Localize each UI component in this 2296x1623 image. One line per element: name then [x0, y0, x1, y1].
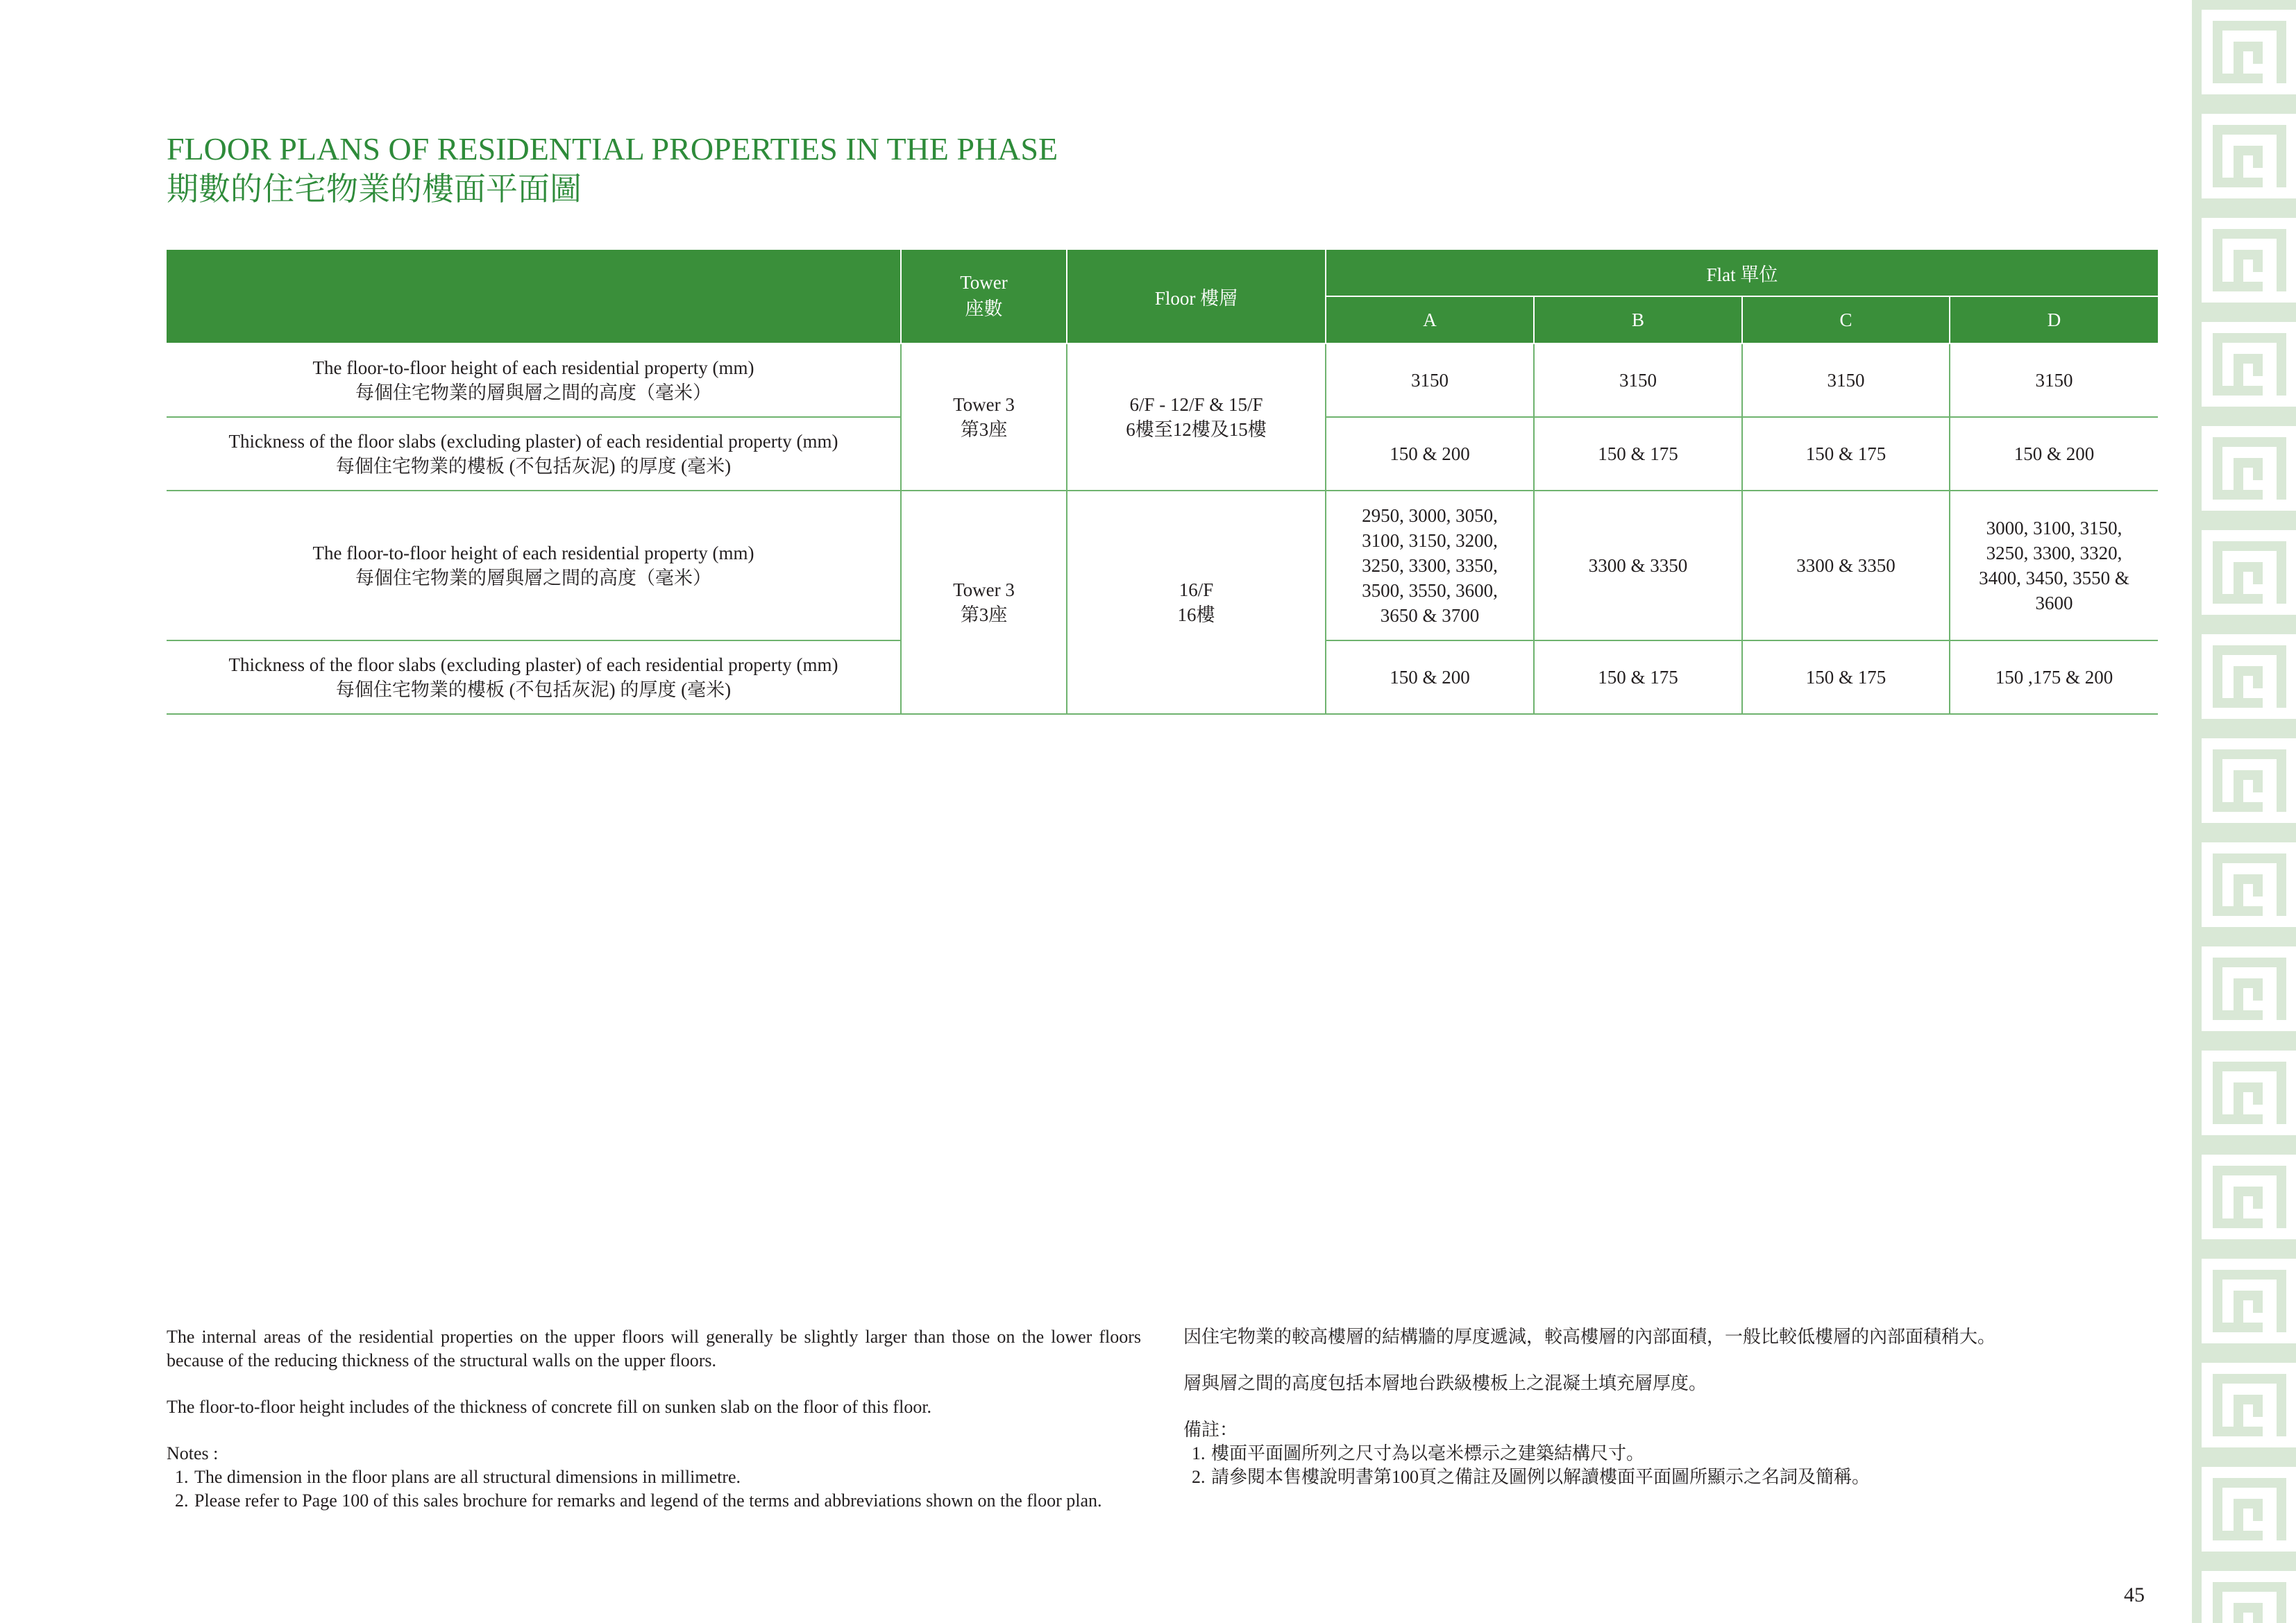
row-label-slab: Thickness of the floor slabs (excluding plaster) of each residential property (mm) 每個住宅物業的樓板 (不包括灰泥) 的厚度 (毫米) — [167, 640, 901, 714]
header-flat-a: A — [1326, 296, 1534, 343]
list-item: 2. Please refer to Page 100 of this sales brochure for remarks and legend of the terms and abbreviations shown on the floor plan. — [193, 1489, 1141, 1513]
page-number: 45 — [2124, 1583, 2145, 1606]
height-cell-d: 3000, 3100, 3150, 3250, 3300, 3320, 3400, 3450, 3550 & 3600 — [1950, 491, 2158, 640]
slab-cell-c: 150 & 175 — [1742, 417, 1950, 491]
note-paragraph: 層與層之間的高度包括本層地台跌級樓板上之混凝土填充層厚度。 — [1183, 1373, 1707, 1393]
greek-key-border-decoration — [2192, 0, 2296, 1623]
list-item: 1. The dimension in the floor plans are all structural dimensions in millimetre. — [193, 1465, 1141, 1489]
notes-heading: 備註： — [1183, 1420, 1238, 1440]
header-flat: Flat 單位 — [1326, 249, 2158, 296]
floor-cell: 16/F 16樓 — [1067, 491, 1326, 714]
header-flat-d: D — [1950, 296, 2158, 343]
note-paragraph: The floor-to-floor height includes of the thickness of concrete fill on sunken slab on the floor of this floor. — [167, 1397, 932, 1417]
notes-chinese — [1183, 1325, 2155, 1489]
row-label-height: The floor-to-floor height of each residential property (mm) 每個住宅物業的層與層之間的高度（毫米） — [167, 343, 901, 417]
height-cell-b: 3300 & 3350 — [1534, 491, 1742, 640]
page-title — [167, 129, 1058, 210]
list-item: 1. 樓面平面圖所列之尺寸為以毫米標示之建築結構尺寸。 — [1210, 1442, 2155, 1465]
floor-cell: 6/F - 12/F & 15/F 6樓至12樓及15樓 — [1067, 343, 1326, 491]
height-cell-a: 3150 — [1326, 343, 1534, 417]
floor-height-table — [167, 248, 2158, 715]
note-paragraph: 因住宅物業的較高樓層的結構牆的厚度遞減，較高樓層的內部面積，一般比較低樓層的內部面積稍大。 — [1183, 1327, 1996, 1347]
table-row — [167, 491, 2158, 640]
row-label-height: The floor-to-floor height of each residential property (mm) 每個住宅物業的層與層之間的高度（毫米） — [167, 491, 901, 640]
notes-english — [167, 1325, 1141, 1513]
row-label-slab: Thickness of the floor slabs (excluding plaster) of each residential property (mm) 每個住宅物業的樓板 (不包括灰泥) 的厚度 (毫米) — [167, 417, 901, 491]
slab-cell-a: 150 & 200 — [1326, 640, 1534, 714]
header-flat-c: C — [1742, 296, 1950, 343]
slab-cell-b: 150 & 175 — [1534, 417, 1742, 491]
slab-cell-d: 150 & 200 — [1950, 417, 2158, 491]
table-row — [167, 343, 2158, 417]
note-paragraph: The internal areas of the residential properties on the upper floors will generally be slightly larger than those on the lower floors because of the reducing thickness of the structural walls on the upper floors. — [167, 1327, 1141, 1370]
slab-cell-c: 150 & 175 — [1742, 640, 1950, 714]
tower-cell: Tower 3 第3座 — [901, 491, 1067, 714]
header-floor: Floor 樓層 — [1067, 249, 1326, 343]
height-cell-c: 3150 — [1742, 343, 1950, 417]
height-cell-b: 3150 — [1534, 343, 1742, 417]
slab-cell-a: 150 & 200 — [1326, 417, 1534, 491]
notes-list — [167, 1465, 1141, 1513]
height-cell-d: 3150 — [1950, 343, 2158, 417]
header-flat-b: B — [1534, 296, 1742, 343]
list-item: 2. 請參閱本售樓說明書第100頁之備註及圖例以解讀樓面平面圖所顯示之名詞及簡稱。 — [1210, 1465, 2155, 1489]
notes-list — [1183, 1442, 2155, 1489]
slab-cell-d: 150 ,175 & 200 — [1950, 640, 2158, 714]
slab-cell-b: 150 & 175 — [1534, 640, 1742, 714]
height-cell-a: 2950, 3000, 3050, 3100, 3150, 3200, 3250, 3300, 3350, 3500, 3550, 3600, 3650 & 3700 — [1326, 491, 1534, 640]
notes-heading: Notes : — [167, 1443, 219, 1463]
page-title-zh: 期數的住宅物業的樓面平面圖 — [167, 171, 582, 207]
tower-cell: Tower 3 第3座 — [901, 343, 1067, 491]
header-tower: Tower 座數 — [901, 249, 1067, 343]
height-cell-c: 3300 & 3350 — [1742, 491, 1950, 640]
header-blank — [167, 249, 901, 343]
page-title-en: FLOOR PLANS OF RESIDENTIAL PROPERTIES IN THE PHASE — [167, 131, 1058, 167]
